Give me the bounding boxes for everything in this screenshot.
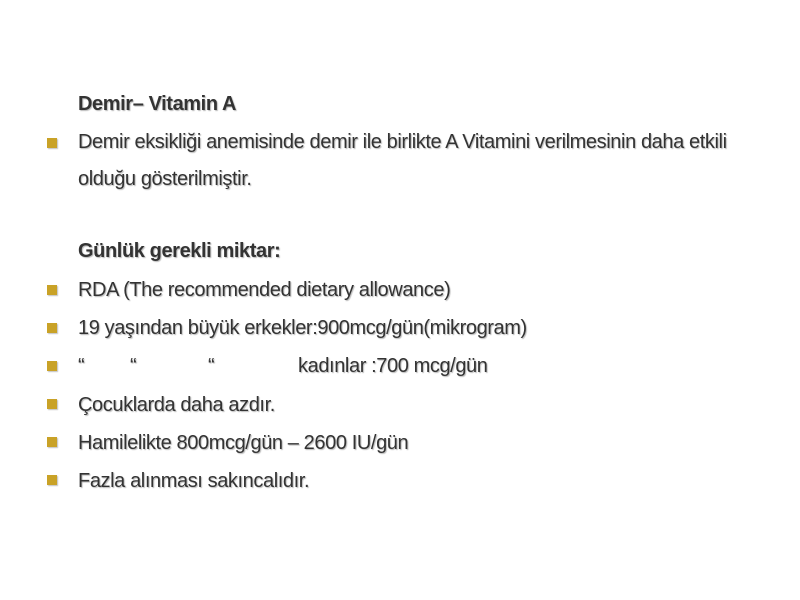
list-item-women xyxy=(78,350,488,383)
ditto-mark: “ xyxy=(78,355,85,377)
list-item-rda: RDA (The recommended dietary allowance) xyxy=(78,279,451,301)
bullet-square-icon xyxy=(47,323,57,333)
ditto-mark: “ xyxy=(208,355,215,377)
list-item-pregnancy: Hamilelikte 800mcg/gün – 2600 IU/gün xyxy=(78,432,409,454)
bullet-square-icon xyxy=(47,399,57,409)
section-heading-daily-requirement: Günlük gerekli miktar: xyxy=(78,240,281,262)
bullet-square-icon xyxy=(47,437,57,447)
list-item-children: Çocuklarda daha azdır. xyxy=(78,394,275,416)
list-item-men: 19 yaşından büyük erkekler:900mcg/gün(mikrogram) xyxy=(78,317,527,339)
list-item-excess-warning: Fazla alınması sakıncalıdır. xyxy=(78,470,310,492)
ditto-mark: “ xyxy=(130,355,137,377)
section-heading-demir-vitamin-a: Demir– Vitamin A xyxy=(78,93,237,115)
bullet-square-icon xyxy=(47,475,57,485)
women-requirement-text: kadınlar :700 mcg/gün xyxy=(298,355,488,377)
bullet-square-icon xyxy=(47,285,57,295)
paragraph-iron-deficiency: Demir eksikliği anemisinde demir ile birlikte A Vitamini verilmesinin daha etkili olduğu gösterilmiştir. xyxy=(78,131,727,190)
bullet-square-icon xyxy=(47,138,57,148)
bullet-square-icon xyxy=(47,361,57,371)
